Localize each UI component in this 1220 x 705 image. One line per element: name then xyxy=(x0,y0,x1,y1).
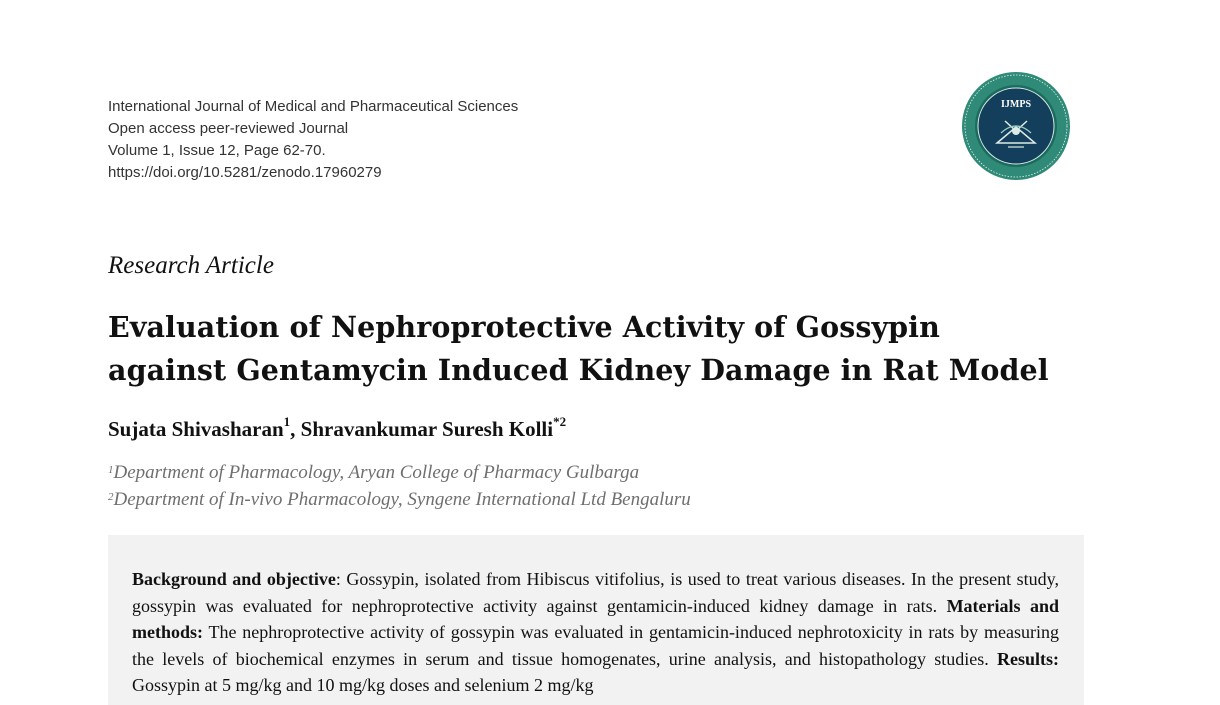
abstract-heading-results: Results: xyxy=(997,648,1059,669)
author-affiliation-mark: 1 xyxy=(283,414,291,429)
affiliation-mark: 1 xyxy=(108,464,114,476)
article-type: Research Article xyxy=(108,252,274,279)
journal-name: International Journal of Medical and Pharmaceutical Sciences xyxy=(108,98,519,115)
affiliations xyxy=(108,459,691,513)
journal-volume: Volume 1, Issue 12, Page 62-70. xyxy=(108,142,326,159)
title-line-2: against Gentamycin Induced Kidney Damage in Rat Model xyxy=(108,353,1049,387)
affiliation-text: Department of In-vivo Pharmacology, Syngene International Ltd Bengaluru xyxy=(113,489,691,510)
title-line-1: Evaluation of Nephroprotective Activity of Gossypin xyxy=(108,310,940,344)
abstract-heading-methods: Materials and methods: xyxy=(132,595,1059,642)
abstract-methods-text: The nephroprotective activity of gossypin was evaluated in gentamicin-induced nephrotoxicity in rats by measuring the levels of biochemical enzymes in serum and tissue homogenates, urine analysis, and histopathology studies. xyxy=(132,622,1059,669)
abstract-background-text: : Gossypin, isolated from Hibiscus vitifolius, is used to treat various diseases. In the present study, gossypin was evaluated for nephroprotective activity against gentamicin-induced kidney damage in rats. xyxy=(132,569,1059,616)
author-name: Sujata Shivasharan xyxy=(108,417,284,441)
journal-seal-logo xyxy=(961,71,1071,181)
journal-doi[interactable]: https://doi.org/10.5281/zenodo.17960279 xyxy=(108,164,382,181)
abstract-results-text: Gossypin at 5 mg/kg and 10 mg/kg doses and selenium 2 mg/kg xyxy=(132,675,594,695)
affiliation-text: Department of Pharmacology, Aryan College of Pharmacy Gulbarga xyxy=(113,462,640,483)
journal-info xyxy=(108,96,518,184)
author-name: Shravankumar Suresh Kolli xyxy=(300,417,554,441)
affiliation-line xyxy=(108,459,691,486)
author-list xyxy=(108,414,567,442)
abstract-box xyxy=(108,535,1084,705)
seal-text: IJMPS xyxy=(1001,99,1031,110)
author-affiliation-mark: *2 xyxy=(553,414,567,429)
journal-access: Open access peer-reviewed Journal xyxy=(108,120,349,137)
affiliation-line xyxy=(108,486,691,513)
abstract-heading-background: Background and objective xyxy=(132,569,336,589)
article-title xyxy=(108,306,1108,392)
author-separator: , xyxy=(290,417,301,441)
abstract-text xyxy=(132,566,1059,699)
affiliation-mark: 2 xyxy=(108,491,114,503)
